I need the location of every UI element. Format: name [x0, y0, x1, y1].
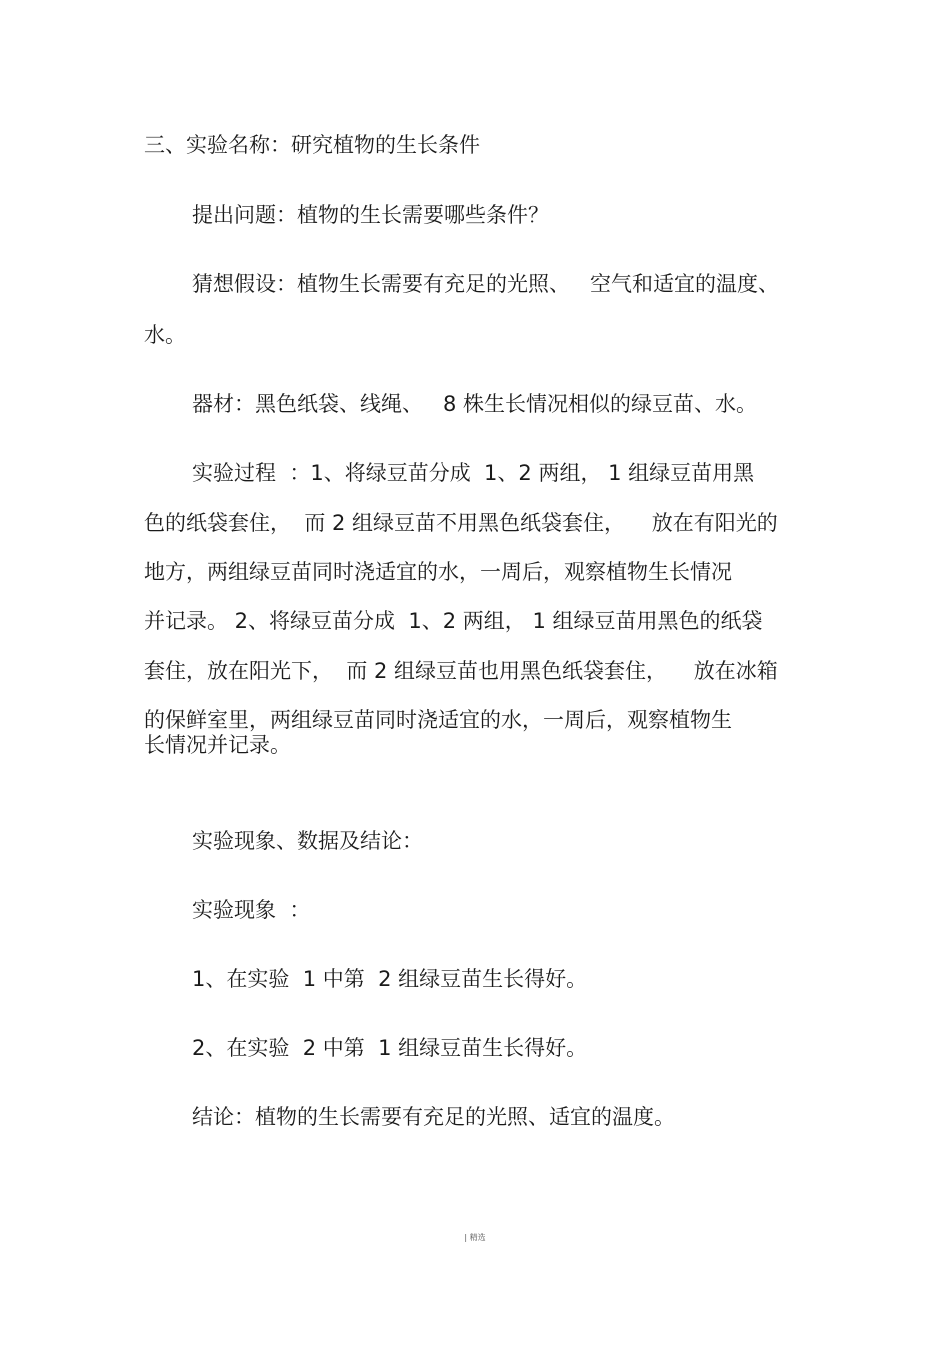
process-line-1: 实验过程 ：1、将绿豆苗分成 1、2 两组， 1 组绿豆苗用黑 [192, 461, 755, 485]
process-line-5: 套住，放在阳光下， 而 2 组绿豆苗也用黑色纸袋套住， 放在冰箱 [144, 659, 778, 683]
process-line-3: 地方，两组绿豆苗同时浇适宜的水，一周后，观察植物生长情况 [144, 560, 732, 584]
hypothesis-line-2: 水。 [144, 323, 186, 347]
result-2: 2、在实验 2 中第 1 组绿豆苗生长得好。 [192, 1036, 588, 1060]
experiment-heading: 三、实验名称：研究植物的生长条件 [144, 133, 480, 157]
process-line-6: 的保鲜室里，两组绿豆苗同时浇适宜的水，一周后，观察植物生 [144, 708, 732, 732]
conclusion-line: 结论：植物的生长需要有充足的光照、适宜的温度。 [192, 1105, 675, 1129]
result-1: 1、在实验 1 中第 2 组绿豆苗生长得好。 [192, 967, 588, 991]
materials-line: 器材：黑色纸袋、线绳、 8 株生长情况相似的绿豆苗、水。 [192, 392, 758, 416]
question-line: 提出问题：植物的生长需要哪些条件？ [192, 203, 549, 227]
phenomena-label: 实验现象 ： [192, 898, 311, 922]
process-line-2: 色的纸袋套住， 而 2 组绿豆苗不用黑色纸袋套住， 放在有阳光的 [144, 511, 778, 535]
hypothesis-line-1: 猜想假设：植物生长需要有充足的光照、 空气和适宜的温度、 [192, 272, 780, 296]
page-footer: | 精选 [464, 1233, 486, 1242]
phenomena-heading: 实验现象、数据及结论： [192, 829, 423, 853]
process-line-7: 长情况并记录。 [144, 733, 291, 757]
process-line-4: 并记录。 2、将绿豆苗分成 1、2 两组， 1 组绿豆苗用黑色的纸袋 [144, 609, 763, 633]
